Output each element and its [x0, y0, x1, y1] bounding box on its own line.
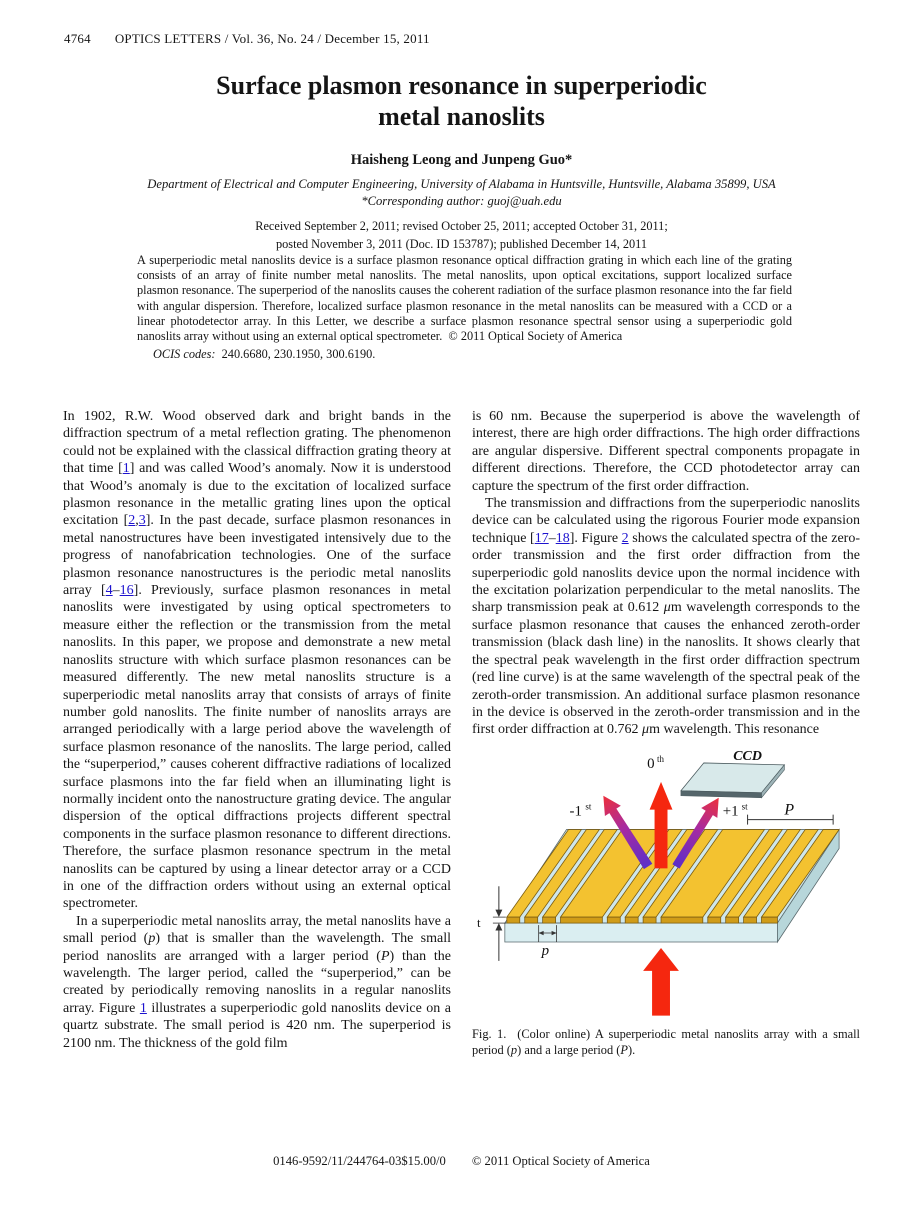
text-segment: 240.6680, 230.1950, 300.6190. — [215, 347, 376, 362]
thickness-dimension — [493, 886, 506, 961]
reference-link[interactable]: 16 — [119, 583, 134, 599]
incident-light-arrow — [643, 948, 679, 1016]
text-segment: μ — [642, 722, 650, 738]
period-label: p — [541, 942, 550, 959]
text-segment: Fig. 1. (Color online) A superperiodic metal nanoslits array with a small period ( — [472, 1027, 860, 1057]
gold-stripe-front — [661, 917, 703, 923]
minus-first-sup: st — [585, 801, 592, 812]
gold-stripe-front — [561, 917, 603, 923]
gold-stripe-front — [543, 917, 556, 923]
paragraph — [63, 408, 451, 913]
text-segment: OCIS codes: — [153, 347, 216, 362]
zeroth-order-sup: th — [657, 753, 664, 764]
text-segment: P — [620, 1042, 628, 1057]
gold-stripe-front — [744, 917, 757, 923]
body-columns — [63, 408, 860, 1150]
history-block — [0, 217, 923, 253]
text-segment: ]. In the past decade, surface plasmon resonances in metal nanostructures have been investigated intensively due to the progress of nanofabrication technologies. One of the surface plasmon resonance nanostructures is the periodic metal nanoslits array [ — [63, 513, 451, 599]
paragraph — [472, 408, 860, 495]
article-title-line2: metal nanoslits — [378, 102, 545, 131]
gold-stripe-front — [643, 917, 656, 923]
running-head — [64, 31, 430, 47]
received-line: Received September 2, 2011; revised October 25, 2011; accepted October 31, 2011; — [255, 219, 668, 233]
reference-link[interactable]: 3 — [138, 513, 146, 529]
left-column — [63, 408, 451, 1150]
text-segment: illustrates a superperiodic gold nanoslits device on a quartz substrate. The small period is 420 nm. The superperiod is 2100 nm. The thickness of the gold film — [63, 1000, 451, 1051]
article-title-line1: Surface plasmon resonance in superperiodic — [216, 71, 707, 100]
reference-link[interactable]: 17 — [534, 530, 549, 546]
footer-copyright: © 2011 Optical Society of America — [471, 1154, 650, 1168]
plus-first-label: +1 — [722, 803, 739, 820]
paragraph — [472, 495, 860, 739]
text-segment: ) than the wavelength. The larger period, called the “superperiod,” can be created by periodically removing nanoslits in a regular nanoslits array. Figure — [63, 948, 451, 1016]
authors-line: Haisheng Leong and Junpeng Guo* — [350, 152, 573, 168]
article-title — [0, 70, 923, 132]
text-segment: In a superperiodic metal nanoslits array, the metal nanoslits have a small period ( — [63, 913, 451, 947]
gold-stripe-front — [726, 917, 739, 923]
posted-line: posted November 3, 2011 (Doc. ID 153787); published December 14, 2011 — [276, 237, 647, 251]
gold-stripe-front — [525, 917, 538, 923]
text-segment: m wavelength. This resonance — [649, 722, 820, 738]
text-segment: ) that is smaller than the wavelength. The small period nanoslits are arranged with a larger period ( — [63, 931, 451, 964]
page-number: 4764 — [64, 31, 91, 46]
zeroth-order-label: 0 — [647, 755, 655, 772]
journal-line: OPTICS LETTERS / Vol. 36, No. 24 / December 15, 2011 — [114, 31, 430, 46]
text-segment: In 1902, R.W. Wood observed dark and bright bands in the diffraction spectrum of a metal reflection grating. The phenomenon could not be explained with the classical diffraction grating theory at that time [ — [63, 409, 451, 477]
text-segment: – — [548, 530, 556, 546]
text-segment: is 60 nm. Because the superperiod is above the wavelength of interest, there are high order diffractions. The high order diffractions are angular dispersive. Different spectral components propagate in different directions. Therefore, the CCD photodetector array can capture the spectrum of the first order diffraction. — [472, 409, 860, 494]
reference-link[interactable]: 4 — [105, 583, 113, 599]
footer-issn: 0146-9592/11/244764-03$15.00/0 — [273, 1154, 446, 1168]
reference-link[interactable]: 2 — [621, 530, 629, 546]
abstract-text: A superperiodic metal nanoslits device is a surface plasmon resonance optical diffraction grating in which each line of the grating consists of an array of finite number metal nanoslits. The metal nanoslits, upon optical excitations, support localized surface plasmon resonance. The superperiod of the nanoslits causes the coherent radiation of the surface plasmon resonance into the far field with angular dispersion. Therefore, localized surface plasmon resonance in the metal nanoslits can be measured with a CCD or a linear photodetector array. In this Letter, we describe a surface plasmon resonance spectral sensor using a superperiodic gold nanoslits array without using an external optical spectrometer. © 2011 Optical Society of America — [137, 253, 792, 344]
text-segment: P — [380, 948, 390, 964]
text-segment: μ — [663, 600, 671, 616]
text-segment: The transmission and diffractions from the superperiodic nanoslits device can be calculated using the rigorous Fourier mode expansion technique [ — [472, 496, 860, 546]
gold-stripe-front — [708, 917, 721, 923]
text-segment: ]. Figure — [569, 530, 622, 546]
text-segment: shows the calculated spectra of the zero-order transmission and the first order diffraction from the superperiodic gold nanoslits device upon the normal incidence with the excitation polarization perpendicular to the metal nanoslits. The sharp transmission peak at 0.612 — [472, 530, 860, 616]
figure-1 — [472, 747, 860, 1059]
paragraph — [63, 913, 451, 1052]
corresponding-author-line: *Corresponding author: guoj@uah.edu — [361, 194, 562, 208]
text-segment: ] and was called Wood’s anomaly. Now it is understood that Wood’s anomaly is due to the excitation of localized surface plasmon resonance in the metallic grating lines upon the optical excitation [ — [63, 461, 451, 529]
reference-link[interactable]: 1 — [122, 461, 130, 477]
text-segment: , — [135, 513, 139, 529]
text-segment: p — [148, 931, 156, 947]
minus-first-label: -1 — [569, 803, 582, 820]
right-column — [472, 408, 860, 1150]
gold-stripe-front — [625, 917, 638, 923]
abstract-block — [137, 253, 792, 362]
plus-first-sup: st — [741, 801, 748, 812]
figure-caption — [472, 1027, 860, 1058]
gold-stripe-front — [507, 917, 520, 923]
reference-link[interactable]: 18 — [555, 530, 570, 546]
affiliation-line: Department of Electrical and Computer Engineering, University of Alabama in Huntsville, Huntsville, Alabama 35899, USA — [147, 177, 776, 191]
reference-link[interactable]: 2 — [128, 513, 136, 529]
ocis-codes — [137, 347, 792, 362]
text-segment: – — [112, 583, 120, 599]
text-segment: p — [510, 1042, 518, 1057]
text-segment: ). — [628, 1042, 636, 1057]
ccd-detector — [681, 763, 784, 798]
reference-link[interactable]: 1 — [139, 1000, 147, 1016]
gold-stripe-front — [607, 917, 620, 923]
substrate-front-face — [505, 923, 778, 942]
thickness-label: t — [476, 914, 481, 930]
page-footer — [0, 1154, 923, 1169]
text-segment: ) and a large period ( — [517, 1042, 621, 1057]
figure-1-illustration — [472, 747, 860, 1021]
text-segment: ]. Previously, surface plasmon resonances in metal nanoslits were investigated by using optical spectrometers to measure either the reflection or the transmission from the metal nanoslits. In this paper, we propose and demonstrate a new metal nanoslits structure with which surface plasmon resonances can be measured differently. The new metal nanoslits structure is a superperiodic metal nanoslits array that consists of arrays of finite number gold nanoslits. The finite number of nanoslits arrays are arranged periodically with a large period above the wavelength of surface plasmon resonance of the nanoslits. The large period, called the “superperiod,” causes coherent diffractive radiations of localized surface plasmons into the far field when an illuminating light is normally incident onto the nanostructure grating device. The angular dispersion of the optical diffractions projects different spectral components in the surface plasmon resonance to different directions. Therefore, the surface plasmon resonance spectrum in the metal nanoslits can be captured by using a linear detector array or a CCD in one of the diffraction orders without using an external optical spectrometer. — [63, 583, 451, 912]
superperiod-label: P — [784, 801, 795, 819]
ccd-label: CCD — [733, 748, 762, 764]
gold-stripe-front — [762, 917, 778, 923]
text-segment: m wavelength corresponds to the surface plasmon resonance that causes the enhanced zeroth-order transmission (black dash line) in the nanoslits. It shows clearly that the spectral peak wavelength in the first order diffraction spectrum (red line curve) is at the same wavelength of the spectral peak of the zeroth-order transmission. An additional surface plasmon resonance in the device is observed in the zeroth-order transmission and in the first order diffraction at 0.762 — [472, 600, 860, 738]
